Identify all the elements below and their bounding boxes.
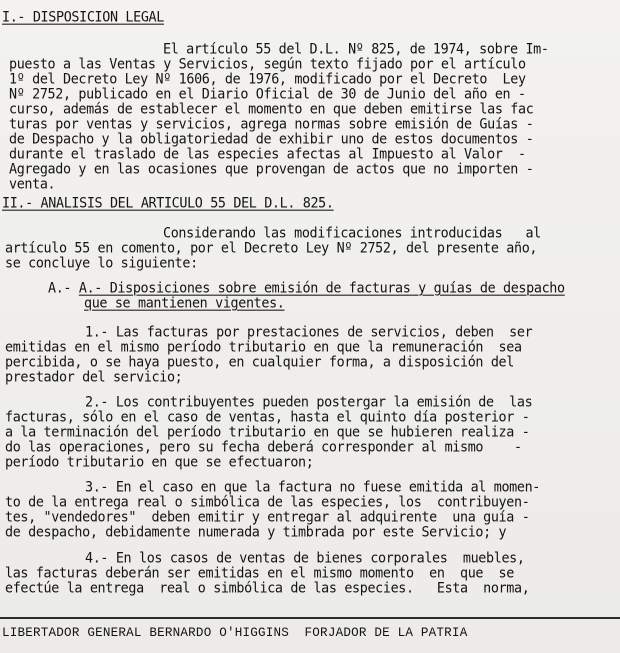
list-item-1-line: 1.- Las facturas por prestaciones de servicios, deben ser xyxy=(85,325,533,341)
paragraph-line: curso, además de establecer el momento en que deben emitirse las fac xyxy=(9,102,534,118)
list-item-3-line: de despacho, debidamente numerada y timbrada por este Servicio; y xyxy=(5,525,507,541)
list-item-1-line: emitidas en el mismo período tributario en que la remuneración sea xyxy=(5,340,522,356)
list-item-1-line: percibida, o se haya puesto, en cualquier forma, a disposición del xyxy=(5,355,514,371)
paragraph-line: puesto a las Ventas y Servicios, según texto fijado por el artículo xyxy=(9,57,526,73)
list-item-2-line: do las operaciones, pero su fecha deberá corresponder al mismo - xyxy=(5,440,522,456)
subsection-heading-a-title: A.- Disposiciones sobre emisión de facturas y guías de despacho xyxy=(78,281,565,297)
list-item-4-line: 4.- En los casos de ventas de bienes corporales muebles, xyxy=(85,551,525,567)
paragraph-line: artículo 55 en comento, por el Decreto Ley Nº 2752, del presente año, xyxy=(5,241,538,257)
list-item-4-line: efectúe la entrega real o simbólica de las especies. Esta norma, xyxy=(5,581,530,597)
section-heading-disposicion-legal: I.- DISPOSICION LEGAL xyxy=(2,10,164,26)
list-item-2-line: período tributario en que se efectuaron; xyxy=(5,455,314,471)
paragraph-line: turas por ventas y servicios, agrega normas sobre emisión de Guías - xyxy=(9,117,534,133)
paragraph-line: venta. xyxy=(9,177,56,193)
paragraph-line: Agregado y en las ocasiones que provengan de actos que no importen - xyxy=(9,162,534,178)
list-item-2-line: facturas, sólo en el caso de ventas, hasta el quinto día posterior - xyxy=(5,410,530,426)
paragraph-line: 1º del Decreto Ley Nº 1606, de 1976, modificado por el Decreto Ley xyxy=(9,72,526,88)
paragraph-line: durante el traslado de las especies afectas al Impuesto al Valor - xyxy=(9,147,526,163)
paragraph-line: Nº 2752, publicado en el Diario Oficial de 30 de Junio del año en - xyxy=(9,87,526,103)
paragraph-line: Considerando las modificaciones introducidas al xyxy=(163,226,541,242)
paragraph-line: de Despacho y la obligatoriedad de exhibir uno de estos documentos - xyxy=(9,132,534,148)
list-item-3-line: 3.- En el caso en que la factura no fuese emitida al momen- xyxy=(85,480,540,496)
section-heading-analisis: II.- ANALISIS DEL ARTICULO 55 DEL D.L. 825. xyxy=(2,196,334,212)
list-item-3-line: to de la entrega real o simbólica de las especies, los contribuyen- xyxy=(5,495,530,511)
paragraph-line: se concluye lo siguiente: xyxy=(5,256,198,272)
list-item-3-line: tes, "vendedores" deben emitir y entregar al adquirente una guía - xyxy=(5,510,530,526)
paragraph-line: El artículo 55 del D.L. Nº 825, de 1974, sobre Im- xyxy=(163,42,549,58)
list-item-2-line: 2.- Los contribuyentes pueden postergar la emisión de las xyxy=(85,395,533,411)
list-item-1-line: prestador del servicio; xyxy=(5,370,183,386)
page-footer: LIBERTADOR GENERAL BERNARDO O'HIGGINS FORJADOR DE LA PATRIA xyxy=(2,626,468,640)
subsection-heading-a-line2: que se mantienen vigentes. xyxy=(84,296,285,312)
list-item-2-line: a la terminación del período tributario en que se hubieren realiza - xyxy=(5,425,530,441)
list-item-4-line: las facturas deberán ser emitidas en el mismo momento en que se xyxy=(5,566,514,582)
subsection-heading-a: A.- A.- Disposiciones sobre emisión de facturas y guías de despacho xyxy=(48,281,565,297)
footer-rule xyxy=(0,617,620,619)
